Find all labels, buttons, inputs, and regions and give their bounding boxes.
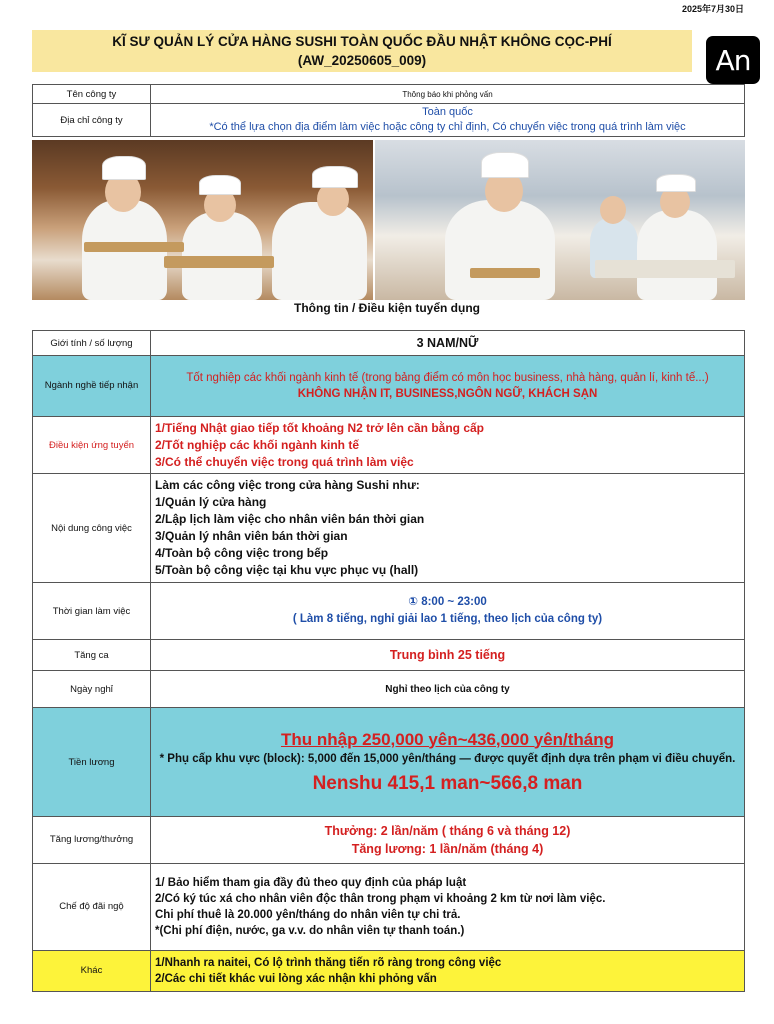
job-item: 3/Quản lý nhân viên bán thời gian <box>155 529 348 543</box>
company-address-value <box>151 104 745 137</box>
other-label: Khác <box>33 951 151 992</box>
annual-income: Nenshu 415,1 man~566,8 man <box>312 772 583 794</box>
brand-logo: An <box>706 36 760 84</box>
major-line-2: KHÔNG NHẬN IT, BUSINESS,NGÔN NGỮ, KHÁCH SẠN <box>297 388 598 400</box>
salary-label: Tiền lương <box>33 708 151 817</box>
conditions-value <box>151 417 745 474</box>
overtime-value: Trung bình 25 tiếng <box>151 640 745 671</box>
working-time-value <box>151 583 745 640</box>
sushi-chefs-photo <box>32 140 373 300</box>
benefit-item: 1/ Bảo hiểm tham gia đầy đủ theo quy định của pháp luật <box>155 877 467 889</box>
company-table <box>32 84 745 137</box>
job-content-value <box>151 474 745 583</box>
days-off-value: Nghỉ theo lịch của công ty <box>151 671 745 708</box>
title-line-2: (AW_20250605_009) <box>297 53 427 68</box>
bonus-value <box>151 817 745 864</box>
section-title: Thông tin / Điều kiện tuyển dụng <box>294 301 480 315</box>
bonus-label: Tăng lương/thưởng <box>33 817 151 864</box>
benefit-item: *(Chi phí điện, nước, ga v.v. do nhân viên tự thanh toán.) <box>155 925 465 937</box>
working-time-line-1: ① 8:00 ~ 23:00 <box>408 596 487 608</box>
other-value <box>151 951 745 992</box>
major-value <box>151 356 745 417</box>
benefit-item: Chi phí thuê là 20.000 yên/tháng do nhân viên tự chi trả. <box>155 909 461 921</box>
working-time-label: Thời gian làm việc <box>33 583 151 640</box>
job-item: Làm các công việc trong cửa hàng Sushi như: <box>155 478 420 492</box>
benefits-label: Chế độ đãi ngộ <box>33 864 151 951</box>
job-item: 5/Toàn bộ công việc tại khu vực phục vụ (hall) <box>155 563 419 577</box>
job-item: 4/Toàn bộ công việc trong bếp <box>155 546 329 560</box>
bonus-line-1: Thưởng: 2 lần/năm ( tháng 6 và tháng 12) <box>324 824 571 838</box>
page-title <box>32 30 692 72</box>
job-content-label: Nội dung công việc <box>33 474 151 583</box>
benefits-value <box>151 864 745 951</box>
condition-item: 2/Tốt nghiệp các khối ngành kinh tế <box>155 437 360 452</box>
address-line-2: *Có thể lựa chọn địa điểm làm việc hoặc công ty chỉ định, Có chuyển việc trong quá trình làm việc <box>209 121 686 133</box>
company-address-label: Địa chỉ công ty <box>33 104 151 137</box>
gender-value: 3 NAM/NỮ <box>151 331 745 356</box>
condition-item: 1/Tiếng Nhật giao tiếp tốt khoảng N2 trở lên cần bằng cấp <box>155 420 485 435</box>
other-item: 2/Các chi tiết khác vui lòng xác nhận khi phỏng vấn <box>155 973 437 985</box>
bonus-line-2: Tăng lương: 1 lần/năm (tháng 4) <box>351 842 544 856</box>
days-off-label: Ngày nghỉ <box>33 671 151 708</box>
photo-strip <box>32 140 745 300</box>
working-time-line-2: ( Làm 8 tiếng, nghỉ giải lao 1 tiếng, theo lịch của công ty) <box>292 613 603 625</box>
job-item: 1/Quản lý cửa hàng <box>155 495 267 509</box>
job-conditions-table <box>32 330 745 992</box>
document-date: 2025年7月30日 <box>681 4 744 14</box>
other-item: 1/Nhanh ra naitei, Có lộ trình thăng tiến rõ ràng trong công việc <box>155 957 502 969</box>
sushi-counter-photo <box>375 140 745 300</box>
salary-allowance-note: * Phụ cấp khu vực (block): 5,000 đến 15,000 yên/tháng — được quyết định dựa trên phạm vi điều chuyển. <box>159 752 736 765</box>
condition-item: 3/Có thể chuyển việc trong quá trình làm việc <box>155 454 414 469</box>
address-line-1: Toàn quốc <box>422 106 473 118</box>
benefit-item: 2/Có ký túc xá cho nhân viên độc thân trong phạm vi khoảng 2 km từ nơi làm việc. <box>155 893 606 905</box>
job-item: 2/Lập lịch làm việc cho nhân viên bán thời gian <box>155 512 425 526</box>
salary-range: Thu nhập 250,000 yên~436,000 yên/tháng <box>280 729 615 749</box>
salary-value <box>151 708 745 817</box>
company-name-value: Thông báo khi phỏng vấn <box>151 85 745 104</box>
company-name-label: Tên công ty <box>33 85 151 104</box>
gender-label: Giới tính / số lượng <box>33 331 151 356</box>
title-line-1: KĨ SƯ QUẢN LÝ CỬA HÀNG SUSHI TOÀN QUỐC ĐẦU NHẬT KHÔNG CỌC-PHÍ <box>112 34 612 49</box>
major-line-1: Tốt nghiệp các khối ngành kinh tế (trong bảng điểm có môn học business, nhà hàng, quản lí, kinh tế...) <box>186 372 709 384</box>
overtime-label: Tăng ca <box>33 640 151 671</box>
major-label: Ngành nghề tiếp nhận <box>33 356 151 417</box>
conditions-label: Điều kiện ứng tuyển <box>33 417 151 474</box>
